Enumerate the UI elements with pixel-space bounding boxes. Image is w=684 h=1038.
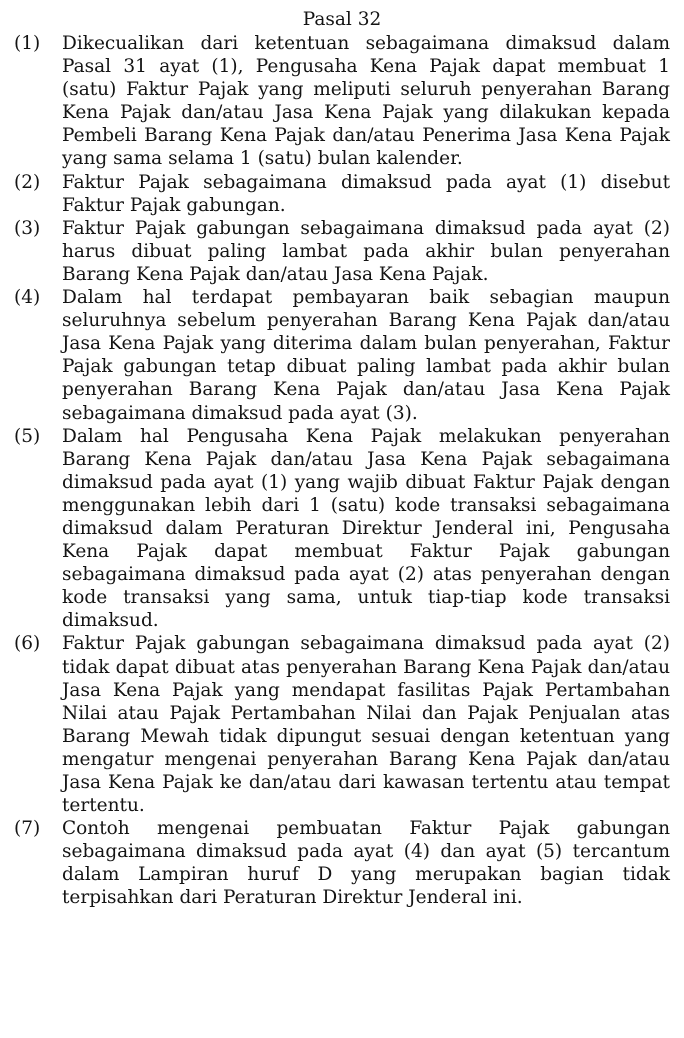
- clause-number: (3): [14, 217, 41, 239]
- clause-number: (6): [14, 633, 41, 655]
- clause-number: (5): [14, 425, 41, 447]
- clause-text: Faktur Pajak sebagaimana dimaksud pada ayat (1) disebut Faktur Pajak gabungan.: [62, 171, 670, 216]
- clause-item-2: [14, 171, 670, 217]
- clause-item-4: [14, 286, 670, 425]
- clause-item-1: [14, 32, 670, 171]
- clause-number: (7): [14, 818, 41, 840]
- clause-text: Faktur Pajak gabungan sebagaimana dimaksud pada ayat (2) tidak dapat dibuat atas penyerahan Barang Kena Pajak dan/atau Jasa Kena Pajak yang mendapat fasilitas Pajak Pertambahan Nilai atau Pajak Pertambahan Nilai dan Pajak Penjualan atas Barang Mewah tidak dipungut sesuai dengan ketentuan yang mengatur mengenai penyerahan Barang Kena Pajak dan/atau Jasa Kena Pajak ke dan/atau dari kawasan tertentu atau tempat tertentu.: [62, 633, 670, 817]
- clause-text: Dalam hal Pengusaha Kena Pajak melakukan penyerahan Barang Kena Pajak dan/atau Jasa Kena Pajak sebagaimana dimaksud pada ayat (1) yang wajib dibuat Faktur Pajak dengan menggunakan lebih dari 1 (satu) kode transaksi sebagaimana dimaksud dalam Peraturan Direktur Jenderal ini, Pengusaha Kena Pajak dapat membuat Faktur Pajak gabungan sebagaimana dimaksud pada ayat (2) atas penyerahan dengan kode transaksi yang sama, untuk tiap-tiap kode transaksi dimaksud.: [62, 425, 670, 632]
- page-title: Pasal 32: [302, 9, 382, 30]
- clause-text: Faktur Pajak gabungan sebagaimana dimaksud pada ayat (2) harus dibuat paling lambat pada akhir bulan penyerahan Barang Kena Pajak dan/atau Jasa Kena Pajak.: [62, 217, 670, 285]
- clause-text: Dalam hal terdapat pembayaran baik sebagian maupun seluruhnya sebelum penyerahan Barang Kena Pajak dan/atau Jasa Kena Pajak yang diterima dalam bulan penyerahan, Faktur Pajak gabungan tetap dibuat paling lambat pada akhir bulan penyerahan Barang Kena Pajak dan/atau Jasa Kena Pajak sebagaimana dimaksud pada ayat (3).: [62, 287, 670, 424]
- clause-item-3: [14, 217, 670, 286]
- clause-number: (4): [14, 287, 41, 309]
- clause-number: (1): [14, 33, 41, 54]
- clause-item-7: [14, 817, 670, 909]
- clause-list: [14, 32, 670, 910]
- clause-text: Contoh mengenai pembuatan Faktur Pajak gabungan sebagaimana dimaksud pada ayat (4) dan ayat (5) tercantum dalam Lampiran huruf D yang merupakan bagian tidak terpisahkan dari Peraturan Direktur Jenderal ini.: [62, 818, 670, 909]
- clause-item-5: [14, 425, 670, 633]
- clause-item-6: [14, 632, 670, 817]
- clause-text: Dikecualikan dari ketentuan sebagaimana dimaksud dalam Pasal 31 ayat (1), Pengusaha Kena Pajak dapat membuat 1 (satu) Faktur Pajak yang meliputi seluruh penyerahan Barang Kena Pajak dan/atau Jasa Kena Pajak yang dilakukan kepada Pembeli Barang Kena Pajak dan/atau Penerima Jasa Kena Pajak yang sama selama 1 (satu) bulan kalender.: [62, 33, 670, 170]
- clause-number: (2): [14, 171, 41, 193]
